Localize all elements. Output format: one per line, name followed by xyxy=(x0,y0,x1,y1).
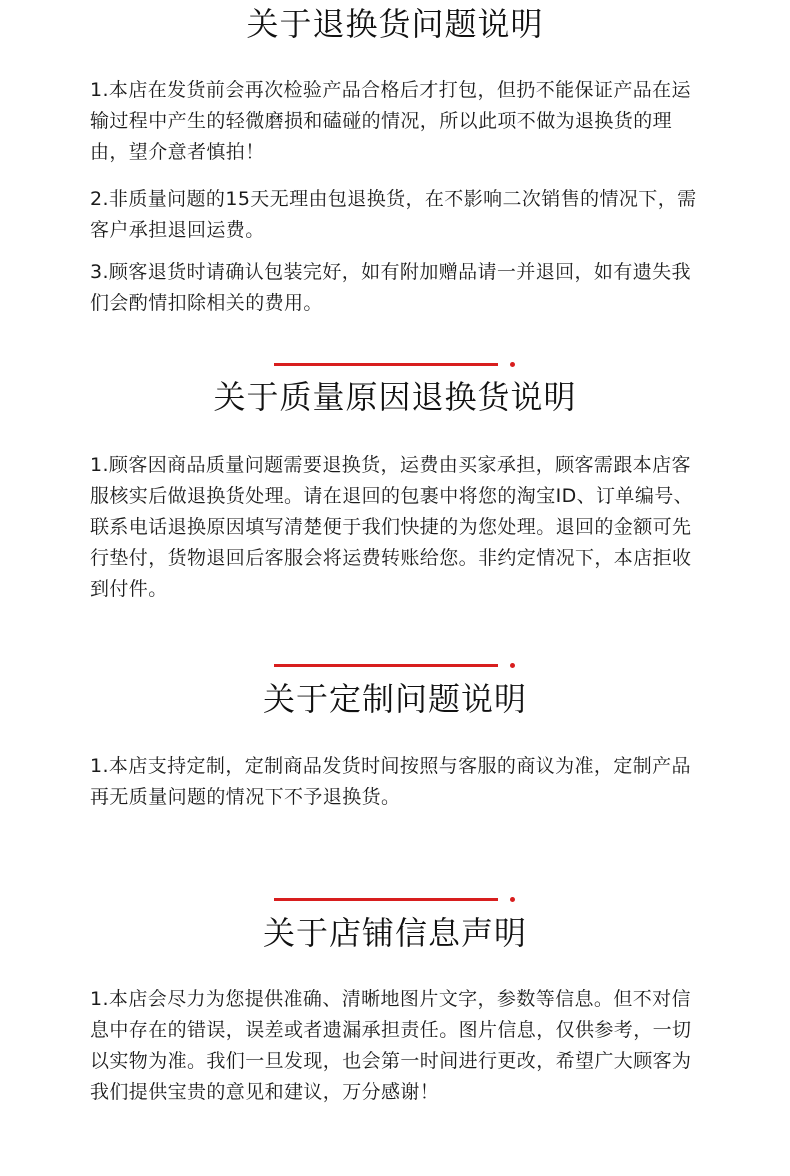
customization-item-1: 1.本店支持定制，定制商品发货时间按照与客服的商议为准，定制产品再无质量问题的情况下不予退换货。 xyxy=(90,755,691,808)
section-title-store-info: 关于店铺信息声明 xyxy=(262,914,527,952)
section-divider xyxy=(274,896,520,902)
store-info-item-1: 1.本店会尽力为您提供准确、清晰地图片文字，参数等信息。但不对信息中存在的错误，误差或者遗漏承担责任。图片信息，仅供参考，一切以实物为准。我们一旦发现，也会第一时间进行更改，希望广大顾客为我们提供宝贵的意见和建议，万分感谢！ xyxy=(90,988,692,1103)
divider-line xyxy=(274,898,498,901)
section-title-return-exchange: 关于退换货问题说明 xyxy=(246,5,544,43)
divider-line xyxy=(274,664,498,667)
section-divider xyxy=(274,662,520,668)
section-title-quality-return: 关于质量原因退换货说明 xyxy=(213,378,577,416)
section-divider xyxy=(274,361,520,367)
section-title-customization: 关于定制问题说明 xyxy=(262,680,527,718)
divider-dot xyxy=(510,663,515,668)
return-policy-item-2: 2.非质量问题的15天无理由包退换货，在不影响二次销售的情况下，需客户承担退回运费。 xyxy=(90,188,697,241)
return-policy-item-3: 3.顾客退货时请确认包装完好，如有附加赠品请一并退回，如有遗失我们会酌情扣除相关的费用。 xyxy=(90,261,691,314)
divider-dot xyxy=(510,897,515,902)
quality-return-item-1: 1.顾客因商品质量问题需要退换货，运费由买家承担，顾客需跟本店客服核实后做退换货处理。请在退回的包裹中将您的淘宝ID、订单编号、联系电话退换原因填写清楚便于我们快捷的为您处理。退回的金额可先行垫付，货物退回后客服会将运费转账给您。非约定情况下，本店拒收到付件。 xyxy=(90,454,694,600)
divider-line xyxy=(274,363,498,366)
divider-dot xyxy=(510,362,515,367)
return-policy-item-1: 1.本店在发货前会再次检验产品合格后才打包，但扔不能保证产品在运输过程中产生的轻微磨损和磕碰的情况，所以此项不做为退换货的理由，望介意者慎拍！ xyxy=(90,79,691,163)
